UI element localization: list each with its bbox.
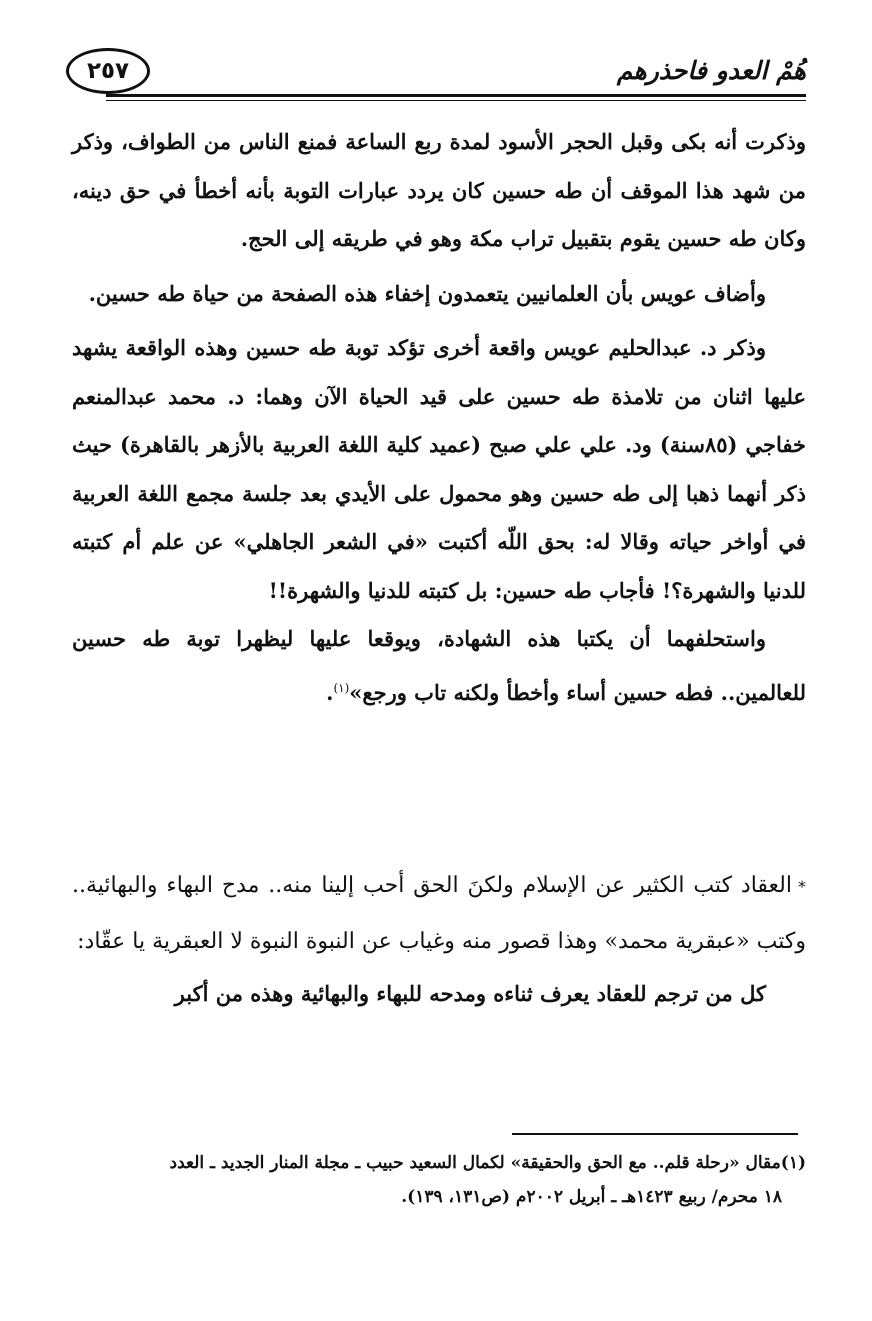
asterisk-icon: * [798,877,806,896]
header-rule-thin [106,100,806,101]
paragraph-3: وذكر د. عبدالحليم عويس واقعة أخرى تؤكد توبة طه حسين وهذه الواقعة يشهد عليها اثنان من تلامذة طه حسين على قيد الحياة الآن وهما: د. محمد عبدالمنعم خفاجي (٨٥سنة) ود. علي علي صبح (عميد كلية اللغة العربية بالأزهر بالقاهرة) حيث ذكر أنهما ذهبا إلى طه حسين وهو محمول على الأيدي بعد جلسة مجمع اللغة العربية في أواخر حياته وقالا له: بحق اللّه أكتبت «في الشعر الجاهلي» عن علم أم كتبته للدنيا والشهرة؟! فأجاب طه حسين: بل كتبته للدنيا والشهرة!! [72,335,806,603]
paragraph-5: كل من ترجم للعقاد يعرف ثناءه ومدحه للبهاء والبهائية وهذه من أكبر [174,981,766,1006]
paragraph-1: وذكرت أنه بكى وقبل الحجر الأسود لمدة ربع الساعة فمنع الناس من الطواف، وذكر من شهد هذا الموقف أن طه حسين كان يردد عبارات التوبة بأنه أخطأ في حق دينه، وكان طه حسين يقوم بتقبيل تراب مكة وهو في طريقه إلى الحج. [72,129,806,251]
paragraph-4-end: . [326,679,334,705]
main-text [72,118,806,717]
paragraph-2: وأضاف عويس بأن العلمانيين يتعمدون إخفاء هذه الصفحة من حياة طه حسين. [88,280,766,306]
header-rule [106,94,806,97]
footnote-ref: (١) [333,680,350,695]
footnote-line-2: ١٨ محرم/ ربيع ١٤٢٣هـ ـ أبريل ٢٠٠٢م (ص١٣١، ١٣٩). [401,1187,782,1207]
section-heading-text: العقاد كتب الكثير عن الإسلام ولكنَ الحق أحب إلينا منه.. مدح البهاء والبهائية.. وكتب «عبقرية محمد» وهذا قصور منه وغياب عن النبوة النبوة لا العبقرية يا عقّاد: [72,873,806,954]
paragraph-4 [72,615,806,717]
footnote [72,1146,806,1214]
running-title: هُمْ العدو فاحذرهم [616,56,806,85]
page-number-badge: ٢٥٧ [66,48,150,94]
footnote-line-1: (١)مقال «رحلة قلم.. مع الحق والحقيقة» لكمال السعيد حبيب ـ مجلة المنار الجديد ـ العدد [169,1153,806,1173]
section-block [72,858,806,1019]
paragraph-4-text: واستحلفهما أن يكتبا هذه الشهادة، ويوقعا عليها ليظهرا توبة طه حسين للعالمين.. فطه حسين أساء وأخطأ ولكنه تاب ورجع» [72,626,806,705]
page-header [66,42,806,108]
section-heading [72,858,806,969]
footnote-divider [512,1133,798,1135]
